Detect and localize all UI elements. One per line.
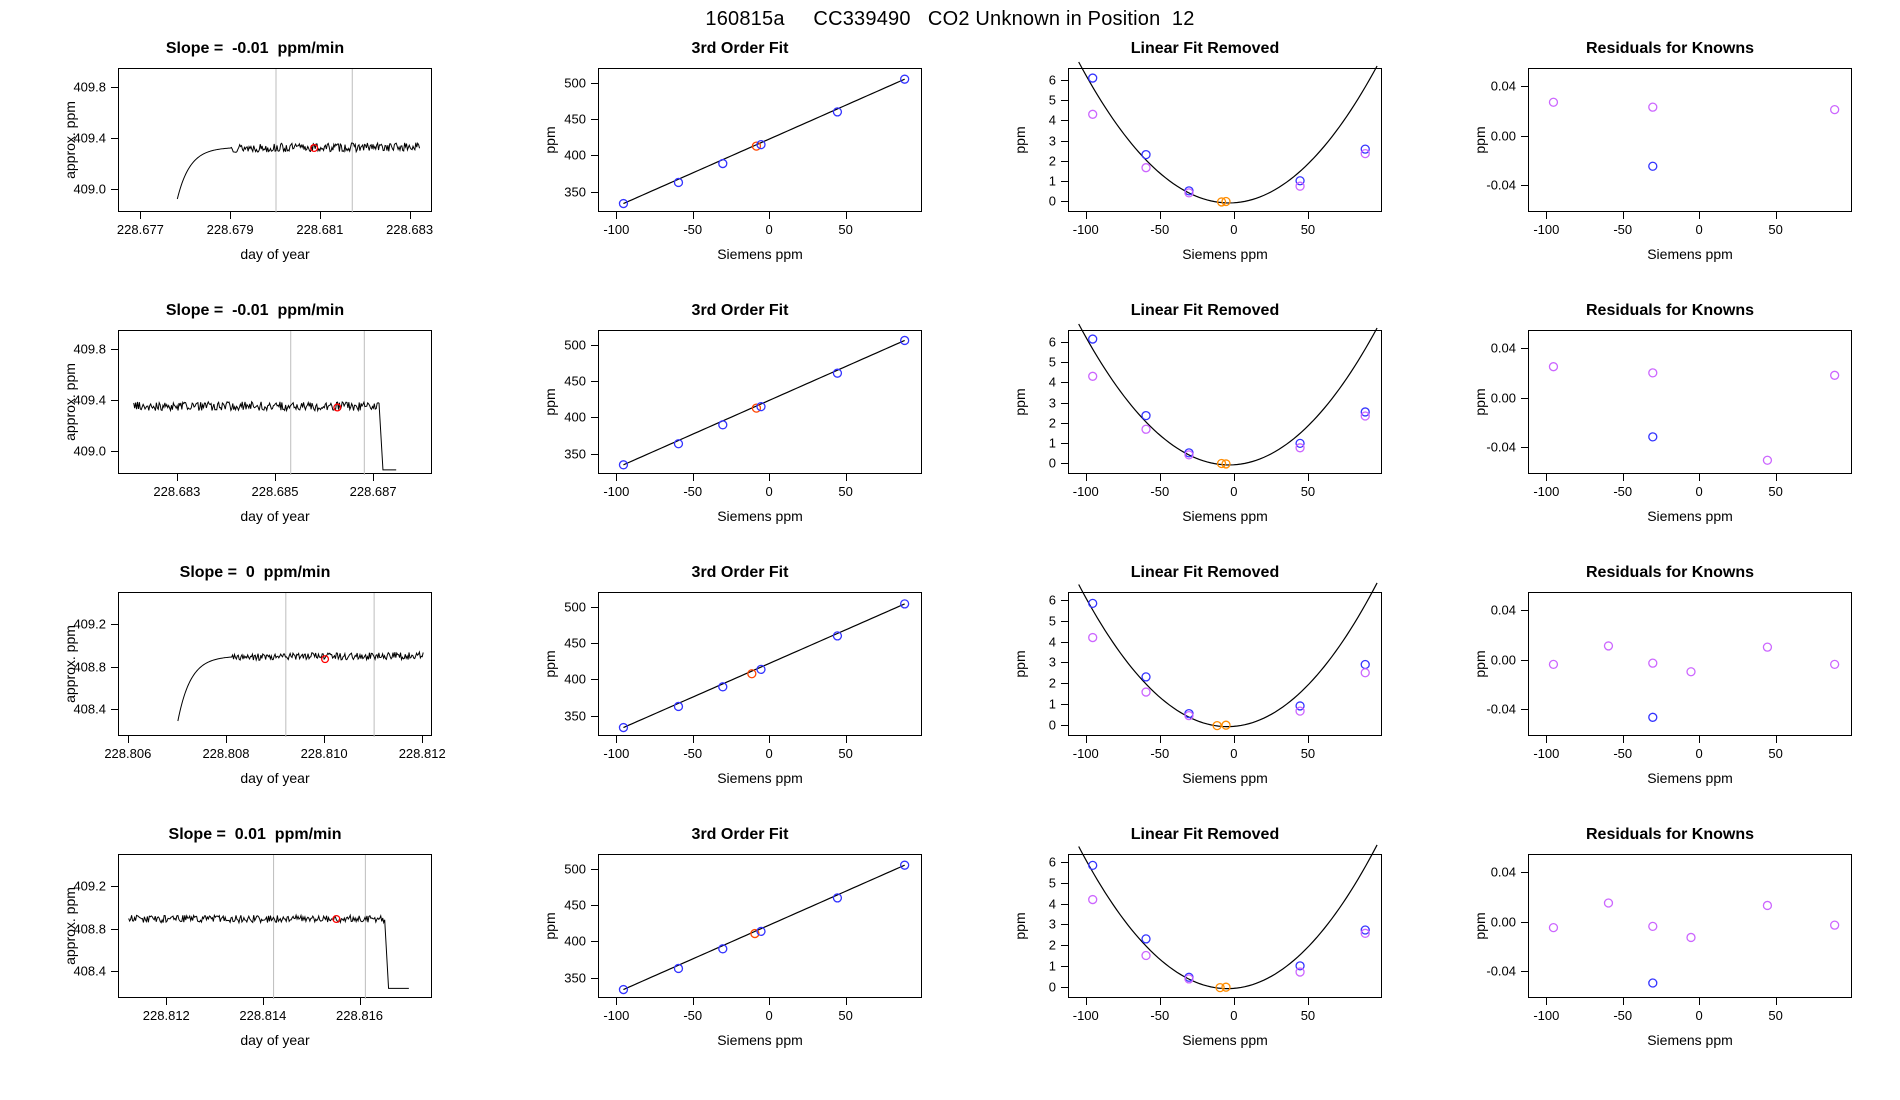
- x-axis-label: Siemens ppm: [1647, 508, 1733, 524]
- y-axis-label: ppm: [1012, 650, 1028, 678]
- x-axis-label: Siemens ppm: [1182, 770, 1268, 786]
- plot-area: [598, 854, 922, 998]
- y-axis-label: ppm: [1472, 126, 1488, 154]
- y-tick-label: 500: [564, 599, 586, 615]
- y-tick-label: 4: [1048, 634, 1056, 650]
- y-tick-label: 5: [1048, 354, 1056, 370]
- panel-title: Linear Fit Removed: [1130, 564, 1280, 581]
- x-axis-label: Siemens ppm: [1647, 1032, 1733, 1048]
- y-tick-label: 409.8: [73, 79, 106, 95]
- x-tick-label: 50: [838, 1008, 853, 1023]
- y-tick-label: 400: [564, 933, 586, 949]
- y-axis-label: ppm: [1472, 912, 1488, 940]
- plot-area: [1068, 592, 1382, 736]
- plot-area: [118, 854, 432, 998]
- panel-title: 3rd Order Fit: [691, 564, 789, 581]
- y-tick-label: 2: [1048, 415, 1056, 431]
- x-tick-label: -100: [603, 222, 630, 237]
- panel-r1c2: [540, 40, 940, 290]
- panel-title: Residuals for Knowns: [1585, 40, 1755, 57]
- x-axis-label: day of year: [240, 1032, 310, 1048]
- figure-title: 160815a CC339490 CO2 Unknown in Position 12: [705, 8, 1195, 30]
- x-tick-label: -100: [1072, 746, 1099, 761]
- panel-r1c4: [1470, 40, 1870, 290]
- x-tick-label: -100: [1072, 1008, 1099, 1023]
- y-tick-label: 0.04: [1490, 340, 1516, 356]
- x-axis-label: Siemens ppm: [1182, 508, 1268, 524]
- x-tick-label: -50: [1613, 746, 1633, 761]
- y-tick-label: 500: [564, 337, 586, 353]
- y-tick-label: 2: [1048, 675, 1056, 691]
- panel-title: Linear Fit Removed: [1130, 40, 1280, 57]
- x-tick-label: -100: [1533, 746, 1560, 761]
- y-tick-label: 0: [1048, 193, 1056, 209]
- y-tick-label: 408.4: [73, 963, 106, 979]
- y-axis-label: ppm: [542, 388, 558, 416]
- y-tick-label: -0.04: [1486, 963, 1516, 979]
- panel-title: Residuals for Knowns: [1585, 826, 1755, 843]
- x-tick-label: -100: [1533, 1008, 1560, 1023]
- x-tick-label: 0: [1230, 484, 1238, 499]
- y-axis-label: approx. ppm: [62, 625, 78, 703]
- panel-r2c1: [60, 302, 450, 552]
- x-tick-label: 0: [765, 746, 773, 761]
- x-tick-label: 0: [1695, 746, 1703, 761]
- y-tick-label: 450: [564, 373, 586, 389]
- y-tick-label: 0.04: [1490, 864, 1516, 880]
- plot-area: [1528, 854, 1852, 998]
- plot-area: [1528, 330, 1852, 474]
- x-tick-label: -50: [683, 484, 703, 499]
- y-tick-label: 3: [1048, 133, 1056, 148]
- y-tick-label: 3: [1048, 916, 1056, 932]
- x-tick-label: -100: [1072, 484, 1099, 499]
- y-tick-label: 350: [564, 970, 586, 986]
- panel-title: Slope = -0.01 ppm/min: [165, 302, 345, 319]
- y-tick-label: 408.8: [73, 659, 106, 675]
- x-tick-label: -50: [1150, 1008, 1170, 1023]
- x-tick-label: 50: [1768, 1008, 1783, 1023]
- y-tick-label: 409.0: [73, 443, 106, 459]
- panel-r2c4: [1470, 302, 1870, 552]
- x-axis-label: Siemens ppm: [1647, 246, 1733, 262]
- plot-area: [598, 68, 922, 212]
- y-axis-label: ppm: [542, 126, 558, 154]
- y-tick-label: 0.00: [1490, 390, 1516, 406]
- x-tick-label: 228.808: [202, 746, 250, 761]
- y-tick-label: 4: [1048, 374, 1056, 390]
- x-tick-label: 50: [1768, 484, 1783, 499]
- x-tick-label: 50: [1300, 222, 1316, 237]
- x-tick-label: 228.816: [336, 1008, 384, 1023]
- x-tick-label: -50: [1613, 484, 1633, 499]
- x-axis-label: day of year: [240, 770, 310, 786]
- panel-r3c3: [1010, 564, 1400, 814]
- panel-r3c4: [1470, 564, 1870, 814]
- x-tick-label: 50: [838, 222, 853, 237]
- x-axis-label: Siemens ppm: [717, 770, 803, 786]
- y-tick-label: 500: [564, 861, 586, 877]
- panel-title: Linear Fit Removed: [1130, 302, 1280, 319]
- y-tick-label: 450: [564, 635, 586, 651]
- x-axis-label: Siemens ppm: [717, 508, 803, 524]
- panel-r4c3: [1010, 826, 1400, 1076]
- plot-area: [598, 330, 922, 474]
- y-tick-label: 0.00: [1490, 128, 1516, 144]
- y-tick-label: 1: [1048, 173, 1056, 189]
- y-tick-label: -0.04: [1486, 177, 1516, 193]
- x-tick-label: 0: [765, 222, 773, 237]
- x-tick-label: -50: [683, 746, 703, 761]
- x-tick-label: 0: [765, 484, 773, 499]
- y-tick-label: 2: [1048, 937, 1056, 953]
- y-tick-label: 1: [1048, 696, 1056, 712]
- x-axis-label: Siemens ppm: [717, 246, 803, 262]
- y-tick-label: 6: [1048, 854, 1056, 870]
- x-tick-label: 50: [838, 746, 853, 761]
- x-tick-label: -50: [1150, 222, 1170, 237]
- y-tick-label: 350: [564, 184, 586, 200]
- panel-title: Residuals for Knowns: [1585, 564, 1755, 581]
- x-tick-label: 228.687: [349, 484, 397, 499]
- panel-title: 3rd Order Fit: [691, 826, 789, 843]
- panel-r1c1: [60, 40, 450, 290]
- x-tick-label: 228.677: [116, 222, 164, 237]
- panel-r2c3: [1010, 302, 1400, 552]
- y-tick-label: 4: [1048, 896, 1056, 912]
- y-tick-label: 400: [564, 671, 586, 687]
- x-tick-label: -100: [603, 1008, 630, 1023]
- y-tick-label: -0.04: [1486, 701, 1516, 717]
- panel-r3c1: [60, 564, 450, 814]
- y-tick-label: 450: [564, 897, 586, 913]
- y-tick-label: 450: [564, 111, 586, 127]
- x-tick-label: 0: [1695, 1008, 1703, 1023]
- panel-r1c3: [1010, 40, 1400, 290]
- y-tick-label: 5: [1048, 92, 1056, 108]
- x-tick-label: 0: [1230, 746, 1238, 761]
- y-axis-label: ppm: [542, 912, 558, 940]
- x-tick-label: 50: [1768, 746, 1783, 761]
- y-tick-label: 0: [1048, 717, 1056, 733]
- y-axis-label: ppm: [1012, 126, 1028, 154]
- panel-r4c4: [1470, 826, 1870, 1076]
- x-tick-label: -100: [603, 746, 630, 761]
- panel-r2c2: [540, 302, 940, 552]
- plot-area: [1068, 330, 1382, 474]
- x-tick-label: 228.812: [398, 746, 446, 761]
- plot-area: [1528, 592, 1852, 736]
- panel-title: 3rd Order Fit: [691, 302, 789, 319]
- y-tick-label: 0: [1048, 979, 1056, 995]
- x-tick-label: -100: [603, 484, 630, 499]
- x-axis-label: day of year: [240, 246, 310, 262]
- y-tick-label: 3: [1048, 395, 1056, 410]
- y-tick-label: 5: [1048, 875, 1056, 891]
- panel-title: Slope = -0.01 ppm/min: [165, 40, 345, 57]
- y-tick-label: 0: [1048, 455, 1056, 471]
- y-tick-label: 1: [1048, 435, 1056, 451]
- x-axis-label: Siemens ppm: [717, 1032, 803, 1048]
- y-tick-label: 409.0: [73, 181, 106, 197]
- plot-area: [118, 68, 432, 212]
- panel-title: Slope = 0.01 ppm/min: [168, 826, 342, 843]
- y-tick-label: 350: [564, 446, 586, 462]
- panel-title: 3rd Order Fit: [691, 40, 789, 57]
- y-tick-label: 4: [1048, 112, 1056, 128]
- y-axis-label: ppm: [1012, 388, 1028, 416]
- x-tick-label: 0: [765, 1008, 773, 1023]
- x-tick-label: 228.814: [239, 1008, 287, 1023]
- x-tick-label: 50: [1300, 484, 1316, 499]
- plot-area: [1068, 854, 1382, 998]
- y-axis-label: ppm: [1012, 912, 1028, 940]
- x-axis-label: Siemens ppm: [1182, 1032, 1268, 1048]
- x-tick-label: -50: [1150, 484, 1170, 499]
- y-tick-label: 408.4: [73, 701, 106, 717]
- y-tick-label: -0.04: [1486, 439, 1516, 455]
- x-tick-label: 50: [1300, 1008, 1316, 1023]
- plot-area: [118, 592, 432, 736]
- y-axis-label: approx. ppm: [62, 101, 78, 179]
- x-axis-label: Siemens ppm: [1182, 246, 1268, 262]
- y-axis-label: approx. ppm: [62, 887, 78, 965]
- x-tick-label: -50: [1613, 222, 1633, 237]
- plot-area: [1528, 68, 1852, 212]
- y-tick-label: 2: [1048, 153, 1056, 169]
- y-tick-label: 5: [1048, 613, 1056, 629]
- y-tick-label: 3: [1048, 654, 1056, 670]
- x-tick-label: 0: [1230, 1008, 1238, 1023]
- y-tick-label: 409.4: [73, 392, 106, 408]
- y-tick-label: 350: [564, 708, 586, 724]
- y-tick-label: 409.2: [73, 616, 106, 632]
- x-tick-label: 228.685: [251, 484, 299, 499]
- y-tick-label: 6: [1048, 592, 1056, 608]
- y-tick-label: 6: [1048, 334, 1056, 350]
- x-tick-label: 50: [838, 484, 853, 499]
- x-tick-label: -100: [1072, 222, 1099, 237]
- panel-r4c2: [540, 826, 940, 1076]
- panel-title: Residuals for Knowns: [1585, 302, 1755, 319]
- y-tick-label: 409.4: [73, 130, 106, 146]
- y-tick-label: 400: [564, 409, 586, 425]
- y-tick-label: 1: [1048, 958, 1056, 974]
- y-tick-label: 0.00: [1490, 914, 1516, 930]
- x-tick-label: -100: [1533, 222, 1560, 237]
- x-tick-label: 228.810: [300, 746, 348, 761]
- x-tick-label: 228.806: [104, 746, 152, 761]
- y-tick-label: 0.04: [1490, 78, 1516, 94]
- y-tick-label: 6: [1048, 72, 1056, 88]
- x-axis-label: day of year: [240, 508, 310, 524]
- y-tick-label: 0.00: [1490, 652, 1516, 668]
- x-tick-label: -50: [683, 1008, 703, 1023]
- plot-area: [598, 592, 922, 736]
- y-axis-label: approx. ppm: [62, 363, 78, 441]
- panel-title: Slope = 0 ppm/min: [179, 564, 331, 581]
- x-tick-label: 228.812: [142, 1008, 190, 1023]
- x-tick-label: 228.681: [296, 222, 344, 237]
- panel-title: Linear Fit Removed: [1130, 826, 1280, 843]
- y-axis-label: ppm: [542, 650, 558, 678]
- x-tick-label: 50: [1768, 222, 1783, 237]
- x-tick-label: -50: [1150, 746, 1170, 761]
- y-tick-label: 409.8: [73, 341, 106, 357]
- x-tick-label: 228.679: [206, 222, 254, 237]
- plot-area: [118, 330, 432, 474]
- y-tick-label: 500: [564, 75, 586, 91]
- panel-r3c2: [540, 564, 940, 814]
- x-tick-label: 0: [1230, 222, 1238, 237]
- plot-area: [1068, 68, 1382, 212]
- y-tick-label: 408.8: [73, 921, 106, 937]
- x-tick-label: 0: [1695, 484, 1703, 499]
- x-tick-label: -50: [683, 222, 703, 237]
- panel-r4c1: [60, 826, 450, 1076]
- x-tick-label: 0: [1695, 222, 1703, 237]
- x-axis-label: Siemens ppm: [1647, 770, 1733, 786]
- y-tick-label: 400: [564, 147, 586, 163]
- y-tick-label: 409.2: [73, 878, 106, 894]
- x-tick-label: -100: [1533, 484, 1560, 499]
- x-tick-label: 228.683: [386, 222, 434, 237]
- y-axis-label: ppm: [1472, 650, 1488, 678]
- x-tick-label: 50: [1300, 746, 1316, 761]
- x-tick-label: -50: [1613, 1008, 1633, 1023]
- y-axis-label: ppm: [1472, 388, 1488, 416]
- x-tick-label: 228.683: [153, 484, 201, 499]
- y-tick-label: 0.04: [1490, 602, 1516, 618]
